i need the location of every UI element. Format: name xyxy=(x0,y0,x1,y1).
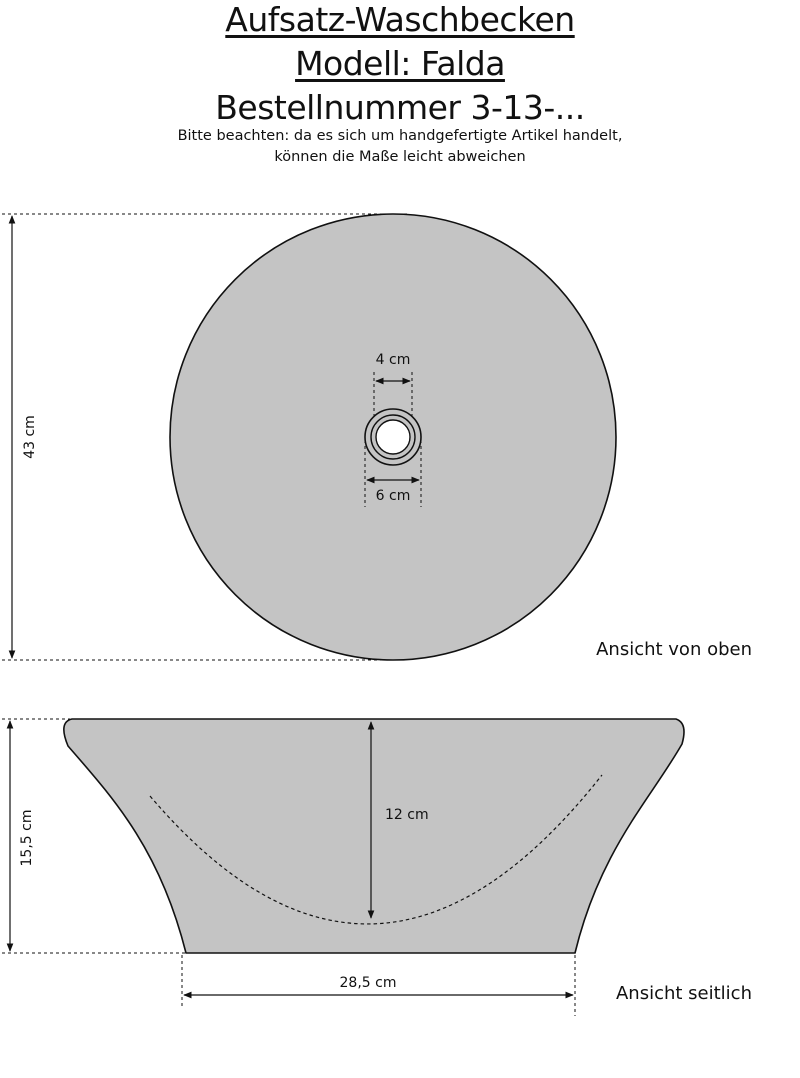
drain-hole xyxy=(376,420,410,454)
side-view xyxy=(2,719,752,1016)
diameter-label: 43 cm xyxy=(22,415,38,459)
side-view-label: Ansicht seitlich xyxy=(615,983,752,1004)
top-view-label: Ansicht von oben xyxy=(596,639,752,660)
drain-outer-label: 6 cm xyxy=(375,488,411,504)
basin-side-outline xyxy=(64,719,684,953)
depth-label: 12 cm xyxy=(385,807,429,823)
note-line-1: Bitte beachten: da es sich um handgefertigte Artikel handelt, xyxy=(177,128,623,144)
note-line-2: können die Maße leicht abweichen xyxy=(274,149,526,165)
drain-inner-label: 4 cm xyxy=(375,352,411,368)
height-label: 15,5 cm xyxy=(19,809,35,867)
model-name: Modell: Falda xyxy=(295,44,505,83)
top-view xyxy=(2,214,752,660)
base-width-label: 28,5 cm xyxy=(339,975,397,991)
order-number: Bestellnummer 3-13-... xyxy=(215,88,585,127)
page-title: Aufsatz-Waschbecken xyxy=(225,0,575,39)
